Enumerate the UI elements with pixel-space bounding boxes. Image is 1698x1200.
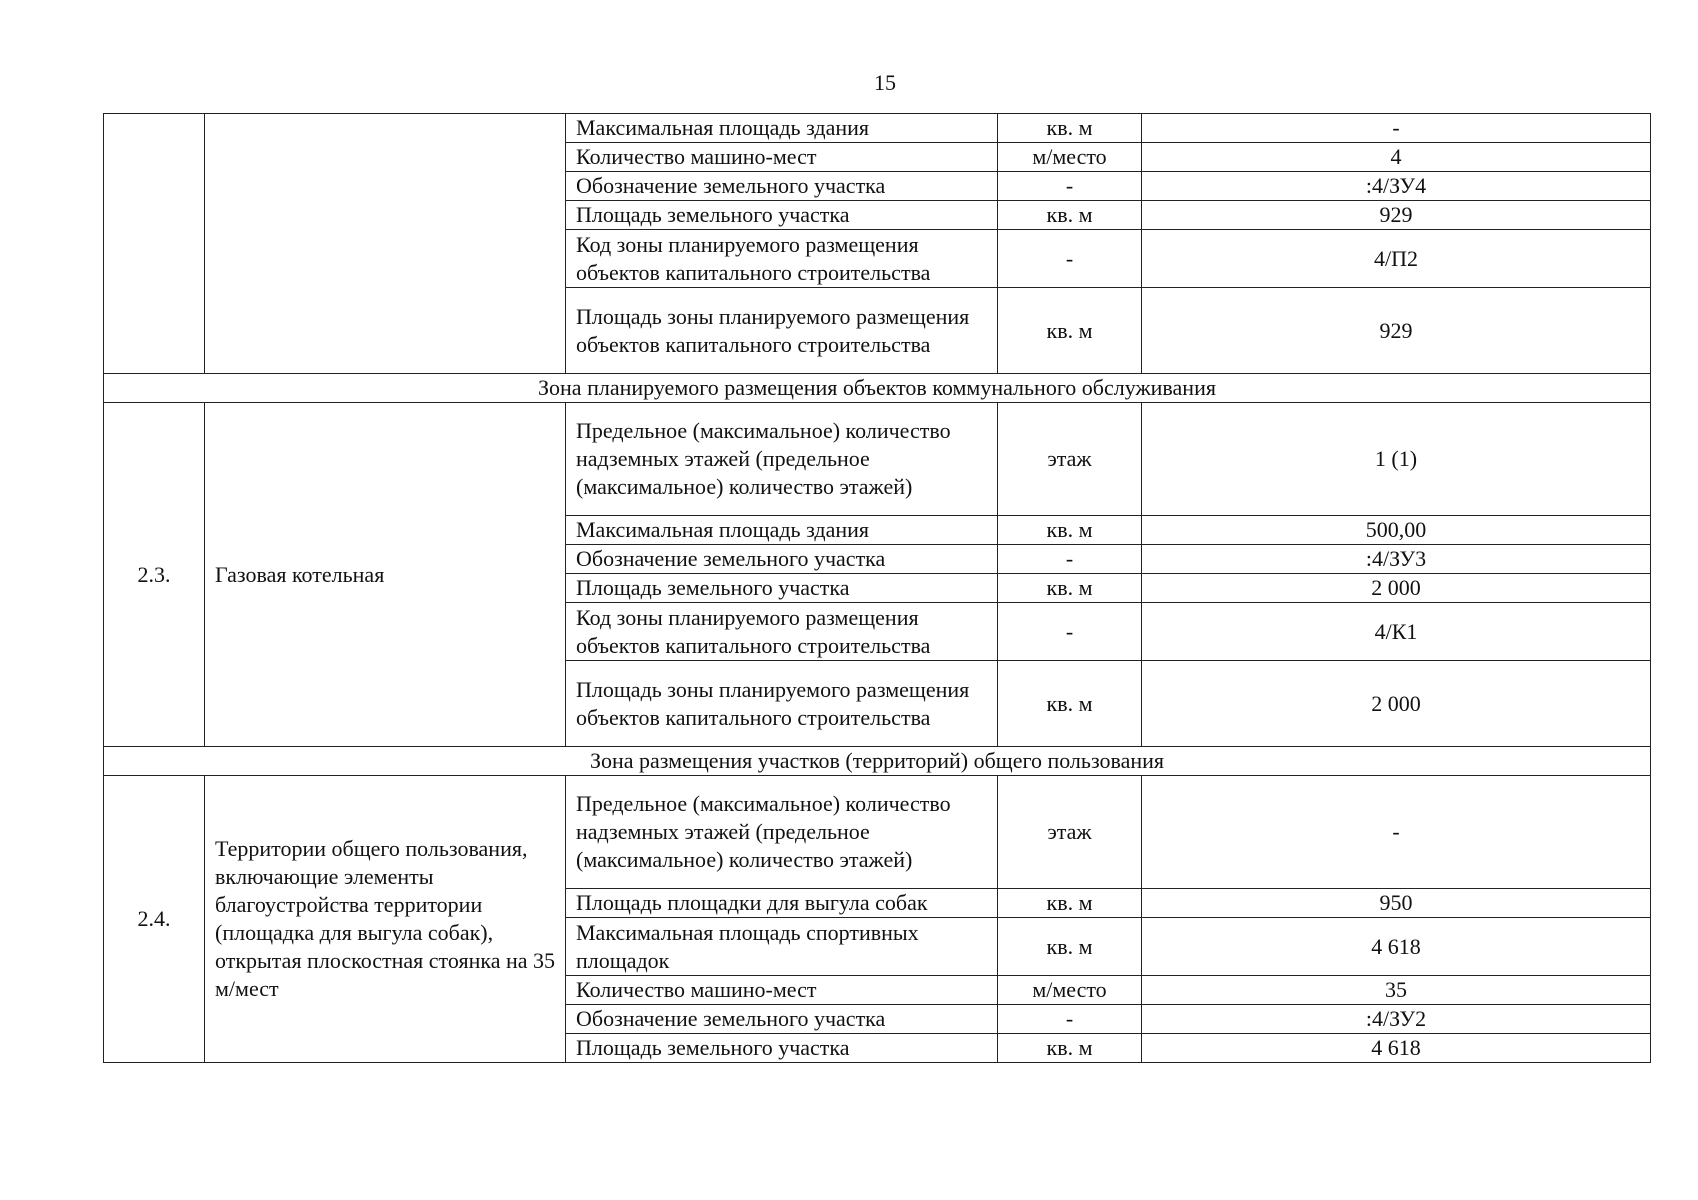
unit-cell: м/место	[998, 976, 1142, 1005]
item-number-cell: 2.4.	[104, 776, 205, 1063]
value-cell: :4/ЗУ4	[1142, 172, 1651, 201]
param-cell: Площадь земельного участка	[566, 1034, 998, 1063]
value-cell: :4/ЗУ3	[1142, 545, 1651, 574]
param-cell: Количество машино-мест	[566, 143, 998, 172]
value-cell: 4 618	[1142, 918, 1651, 976]
zone-header-row	[104, 374, 1651, 403]
parameters-table	[103, 113, 1651, 1063]
unit-cell: кв. м	[998, 574, 1142, 603]
unit-cell: кв. м	[998, 201, 1142, 230]
param-cell: Площадь земельного участка	[566, 574, 998, 603]
param-cell: Площадь площадки для выгула собак	[566, 889, 998, 918]
unit-cell: кв. м	[998, 1034, 1142, 1063]
unit-cell: м/место	[998, 143, 1142, 172]
object-name-cell	[205, 114, 566, 374]
unit-cell: кв. м	[998, 889, 1142, 918]
value-cell: :4/ЗУ2	[1142, 1005, 1651, 1034]
value-cell: 4/К1	[1142, 603, 1651, 661]
param-cell: Площадь зоны планируемого размещения объектов капитального строительства	[566, 661, 998, 747]
unit-cell: кв. м	[998, 661, 1142, 747]
param-cell: Площадь земельного участка	[566, 201, 998, 230]
param-cell: Максимальная площадь здания	[566, 516, 998, 545]
value-cell: 35	[1142, 976, 1651, 1005]
page-number: 15	[874, 70, 896, 95]
table-row	[104, 776, 1651, 889]
param-cell: Количество машино-мест	[566, 976, 998, 1005]
unit-cell: -	[998, 545, 1142, 574]
zone-header: Зона планируемого размещения объектов коммунального обслуживания	[104, 374, 1651, 403]
param-cell: Максимальная площадь здания	[566, 114, 998, 143]
item-number-cell: 2.3.	[104, 403, 205, 747]
value-cell: 2 000	[1142, 574, 1651, 603]
unit-cell: кв. м	[998, 516, 1142, 545]
value-cell: 4 618	[1142, 1034, 1651, 1063]
value-cell: -	[1142, 776, 1651, 889]
item-number-cell	[104, 114, 205, 374]
value-cell: 1 (1)	[1142, 403, 1651, 516]
unit-cell: кв. м	[998, 288, 1142, 374]
param-cell: Код зоны планируемого размещения объектов капитального строительства	[566, 603, 998, 661]
object-name-cell: Газовая котельная	[205, 403, 566, 747]
unit-cell: этаж	[998, 403, 1142, 516]
value-cell: 4/П2	[1142, 230, 1651, 288]
value-cell: 2 000	[1142, 661, 1651, 747]
unit-cell: этаж	[998, 776, 1142, 889]
unit-cell: -	[998, 230, 1142, 288]
unit-cell: кв. м	[998, 114, 1142, 143]
param-cell: Максимальная площадь спортивных площадок	[566, 918, 998, 976]
zone-header-row	[104, 747, 1651, 776]
param-cell: Обозначение земельного участка	[566, 172, 998, 201]
table-row	[104, 403, 1651, 516]
param-cell: Обозначение земельного участка	[566, 545, 998, 574]
param-cell: Код зоны планируемого размещения объектов капитального строительства	[566, 230, 998, 288]
param-cell: Обозначение земельного участка	[566, 1005, 998, 1034]
unit-cell: -	[998, 1005, 1142, 1034]
unit-cell: кв. м	[998, 918, 1142, 976]
value-cell: 4	[1142, 143, 1651, 172]
value-cell: 500,00	[1142, 516, 1651, 545]
value-cell: -	[1142, 114, 1651, 143]
table-row	[104, 114, 1651, 143]
param-cell: Площадь зоны планируемого размещения объектов капитального строительства	[566, 288, 998, 374]
unit-cell: -	[998, 603, 1142, 661]
value-cell: 950	[1142, 889, 1651, 918]
value-cell: 929	[1142, 201, 1651, 230]
zone-header: Зона размещения участков (территорий) общего пользования	[104, 747, 1651, 776]
value-cell: 929	[1142, 288, 1651, 374]
param-cell: Предельное (максимальное) количество надземных этажей (предельное (максимальное) количество этажей)	[566, 403, 998, 516]
unit-cell: -	[998, 172, 1142, 201]
object-name-cell: Территории общего пользования, включающие элементы благоустройства территории (площадка для выгула собак), открытая плоскостная стоянка на 35 м/мест	[205, 776, 566, 1063]
param-cell: Предельное (максимальное) количество надземных этажей (предельное (максимальное) количество этажей)	[566, 776, 998, 889]
